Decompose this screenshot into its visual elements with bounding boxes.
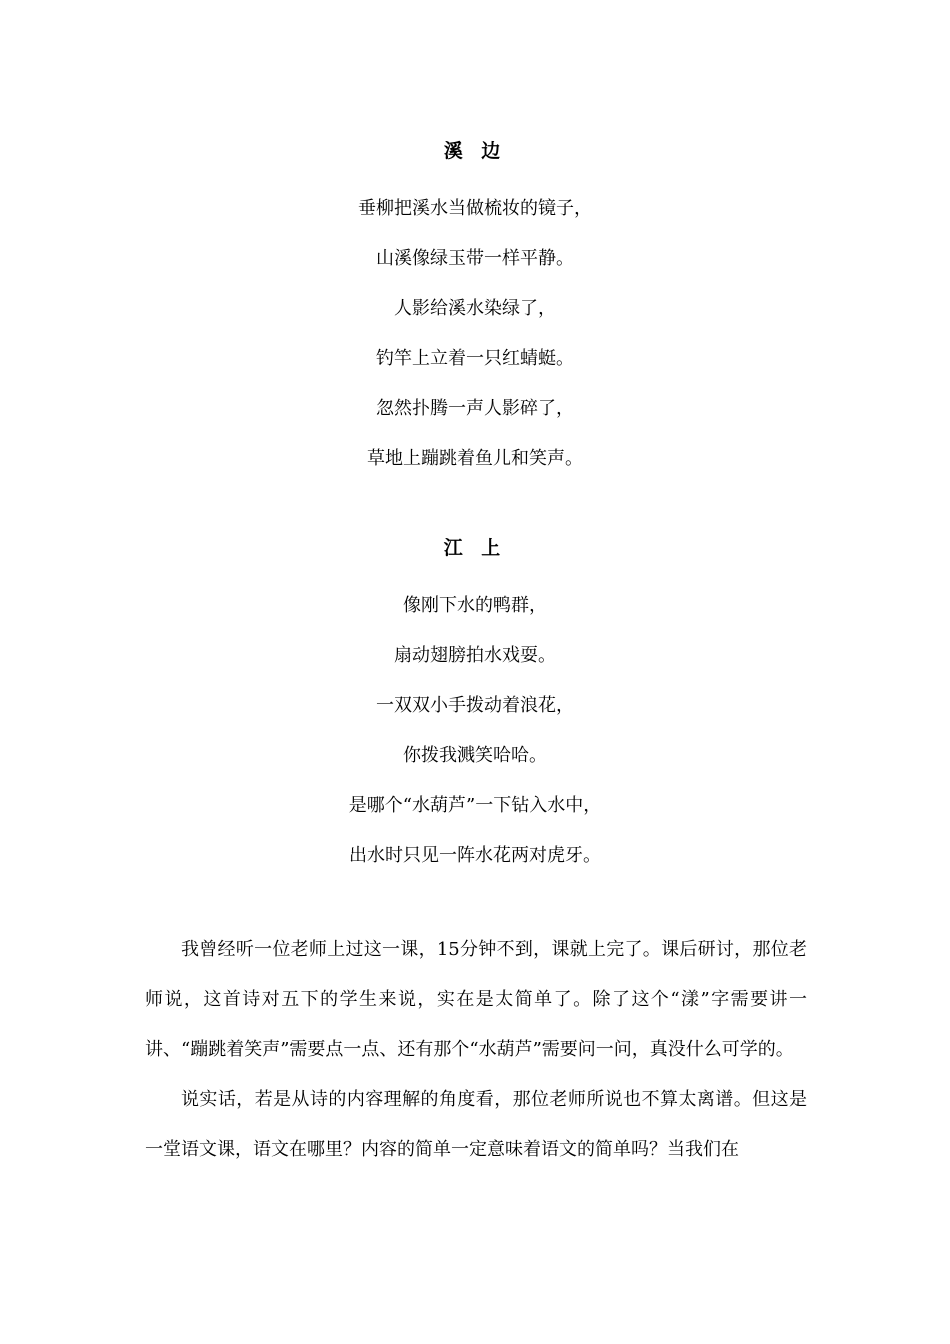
poem-line: 像刚下水的鸭群，	[403, 595, 547, 616]
poem-line: 扇动翅膀拍水戏耍。	[394, 645, 556, 666]
essay-paragraph: 说实话，若是从诗的内容理解的角度看，那位老师所说也不算太离谱。但这是一堂语文课，语文在哪里？内容的简单一定意味着语文的简单吗？当我们在	[145, 1089, 807, 1160]
poem-line: 一双双小手拨动着浪花，	[376, 695, 574, 716]
poem-line: 山溪像绿玉带一样平静。	[376, 248, 574, 269]
poem-line: 垂柳把溪水当做梳妆的镜子，	[358, 198, 592, 219]
poem-line: 你拨我溅笑哈哈。	[403, 745, 547, 766]
poem-line: 出水时只见一阵水花两对虎牙。	[349, 845, 601, 866]
poem-lines	[0, 581, 950, 881]
essay-paragraph: 我曾经听一位老师上过这一课，15分钟不到，课就上完了。课后研讨，那位老师说，这首诗对五下的学生来说，实在是太简单了。除了这个“漾”字需要讲一讲、“蹦跳着笑声”需要点一点、还有那个“水葫芦”需要问一问，真没什么可学的。	[145, 939, 807, 1060]
poem-line: 忽然扑腾一声人影碎了，	[376, 398, 574, 419]
essay-body	[145, 925, 807, 1175]
poem-line: 人影给溪水染绿了，	[394, 298, 556, 319]
poem-title: 溪 边	[443, 140, 507, 162]
poem-title: 江 上	[443, 537, 507, 559]
poem-xibian	[0, 134, 950, 484]
poem-jiangshang	[0, 531, 950, 881]
poem-lines	[0, 184, 950, 484]
poem-line: 是哪个“水葫芦”一下钻入水中，	[348, 795, 602, 816]
poem-line: 钓竿上立着一只红蜻蜓。	[376, 348, 574, 369]
poem-line: 草地上蹦跳着鱼儿和笑声。	[367, 448, 583, 469]
